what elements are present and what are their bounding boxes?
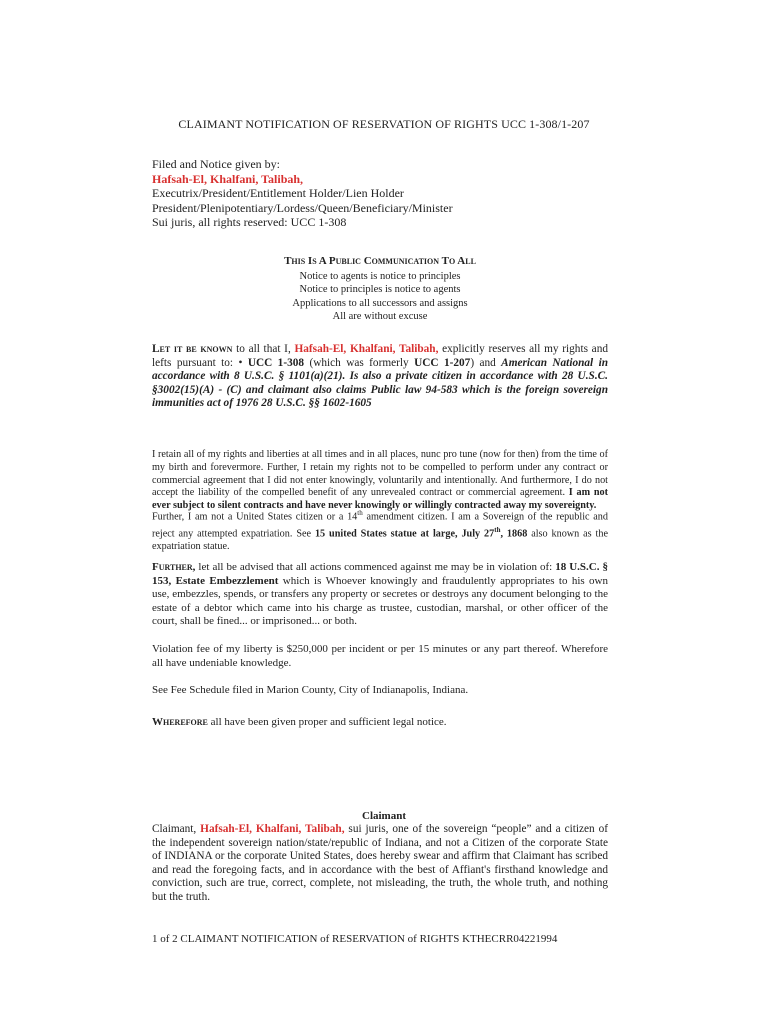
rights-reserved-line: Sui juris, all rights reserved: UCC 1-308 <box>152 215 347 229</box>
claimant-name: Hafsah-El, Khalfani, Talibah, <box>294 343 439 355</box>
text: ) and <box>470 356 502 369</box>
page-footer: 1 of 2 CLAIMANT NOTIFICATION of RESERVATION of RIGHTS KTHECRR04221994 <box>152 933 558 945</box>
notice-line: Applications to all successors and assigns <box>292 297 468 309</box>
filer-title-2: President/Plenipotentiary/Lordess/Queen/Beneficiary/Minister <box>152 200 453 215</box>
citizenship-paragraph <box>152 507 608 554</box>
lead-phrase: Let it be known <box>152 343 233 355</box>
text: to all that I, <box>232 343 295 355</box>
statute-ref: 15 united States statue at large, July 27 <box>314 528 495 540</box>
statute-ref: , 1868 <box>500 528 528 540</box>
notice-line: Notice to agents is notice to principles <box>299 270 461 282</box>
fee-schedule-paragraph: See Fee Schedule filed in Marion County, City of Indianapolis, Indiana. <box>152 684 469 696</box>
statute-ref: 18 U.S.C. § 153, Estate Embezzlement <box>152 561 609 587</box>
filed-by-block <box>152 157 453 230</box>
superscript: th <box>494 526 501 535</box>
superscript: th <box>357 509 363 517</box>
text: Claimant, <box>152 823 201 835</box>
claimant-name: Hafsah-El, Khalfani, Talibah, <box>200 823 345 835</box>
text: all have been given proper and sufficient legal notice. <box>207 716 447 728</box>
claimant-heading: Claimant <box>362 810 406 822</box>
reservation-paragraph <box>152 343 608 411</box>
statute-ref: American National in accordance with 8 U.S.C. § 1101(a)(21). <box>152 356 608 382</box>
text: (which was formerly <box>304 356 415 369</box>
emphasis-text: I am not ever subject to silent contracts and have never knowingly or willingly contracted away my sovereignty. <box>152 487 608 512</box>
text: sui juris, one of the sovereign “people” and a citizen of the independent sovereign nation/state/republic of Indiana, and not a Citizen of the corporate State of INDIANA or the corporate United States, does hereby swear and affirm that Claimant has scribed and read the foregoing facts, and in accordance with the best of Affiant's firsthand knowledge and conviction, such are true, correct, complete, not misleading, the truth, the whole truth, and nothing but the truth. <box>152 823 608 903</box>
text: which is Whoever knowingly and fraudulently appropriates to his own use, embezzles, spends, or transfers any property or secretes or destroys any document belonging to the estate of a debtor which came into his charge as trustee, custodian, marshal, or other officer of the court, shall be fined... or imprisoned... or both. <box>152 574 609 627</box>
statute-ref: UCC 1-308 <box>247 356 305 369</box>
statute-ref: Is also a private citizen in accordance with 28 U.S.C. §3002(15)(A) - (C) and claimant also claims Public law 94-583 which is the foreign sovereign immunities act of 1976 28 U.S.C. §§ 1602-1605 <box>152 370 609 409</box>
notice-line: Notice to principles is notice to agents <box>299 284 461 295</box>
text: explicitly reserves all my rights and lefts pursuant to: • <box>152 343 608 369</box>
filer-title-1: Executrix/President/Entitlement Holder/Lien Holder <box>152 186 404 200</box>
claimant-paragraph <box>152 823 608 904</box>
filed-by-label: Filed and Notice given by: <box>152 157 280 171</box>
text: let all be advised that all actions commenced against me may be in violation of: <box>195 561 556 573</box>
public-communication-block <box>180 255 580 324</box>
text: Further, I am not a United States citizen or a 14 <box>152 511 358 523</box>
violation-fee-paragraph: Violation fee of my liberty is $250,000 per incident or per 15 minutes or any part thereof. Wherefore all have undeniable knowledge. <box>152 643 608 669</box>
lead-phrase: Wherefore <box>152 716 208 728</box>
text: amendment citizen. I am a Sovereign of the republic and reject any attempted expatriation. See <box>152 511 608 540</box>
filer-name: Hafsah-El, Khalfani, Talibah, <box>152 171 304 186</box>
text: also known as the expatriation statue. <box>152 528 608 553</box>
lead-phrase: Further, <box>152 561 196 573</box>
text: I retain all of my rights and liberties at all times and in all places, nunc pro tune (now for then) from the time of my birth and forevermore. Further, I retain my rights not to be compelled to perform under any contract or commercial agreement that I did not enter knowingly, voluntarily and intentionally. And furthermore, I do not accept the liability of the compelled benefit of any unrevealed contract or commercial agreement. <box>152 449 608 499</box>
wherefore-paragraph <box>152 716 608 730</box>
notice-line: All are without excuse <box>332 311 428 322</box>
statute-ref: UCC 1-207 <box>414 356 471 369</box>
embezzlement-paragraph <box>152 561 608 629</box>
document-title: CLAIMANT NOTIFICATION OF RESERVATION OF RIGHTS UCC 1-308/1-207 <box>178 117 590 131</box>
public-communication-heading: This Is A Public Communication To All <box>284 255 476 267</box>
retain-rights-paragraph <box>152 449 608 513</box>
